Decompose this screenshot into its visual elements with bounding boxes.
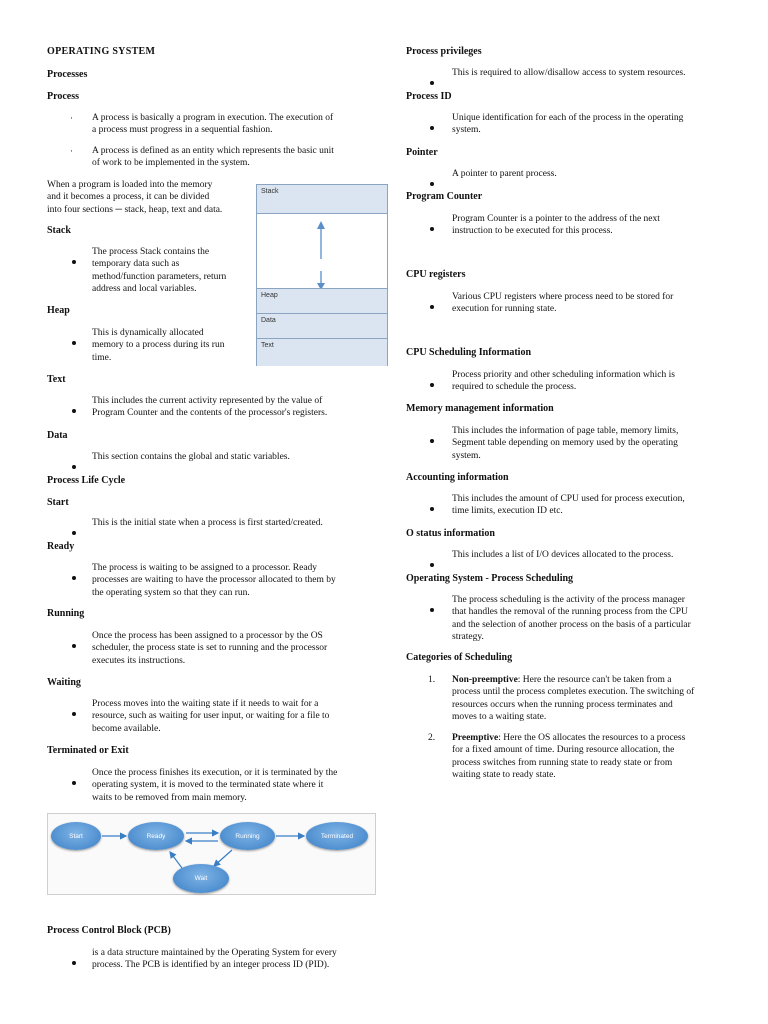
pcb-text (92, 947, 337, 972)
text-line: The process is waiting to be assigned to a processor. Ready (92, 563, 318, 573)
pointer-text: A pointer to parent process. (452, 169, 557, 179)
bullet-marker (72, 703, 76, 721)
text-line: waiting state to ready state. (452, 769, 556, 780)
list-number: 1. (428, 675, 436, 685)
bullet-marker (430, 554, 434, 572)
data-text: This section contains the global and static variables. (92, 452, 290, 462)
bullet-marker (430, 430, 434, 448)
bullet-marker: · (70, 146, 73, 156)
text-line: A process is defined as an entity which represents the basic unit (92, 146, 334, 156)
text-line: Once the process has been assigned to a processor by the OS (92, 631, 323, 641)
text-line: Once the process finishes its execution, or it is terminated by the (92, 768, 338, 778)
text-line: resource, such as waiting for user input, or waiting for a file to (92, 711, 330, 722)
pcb-heading: Process Control Block (PCB) (47, 925, 171, 936)
bullet-marker (72, 635, 76, 653)
text-line: into four sections ─ stack, heap, text and data. (47, 204, 223, 215)
non-preemptive-term: Non-preemptive (452, 675, 518, 685)
program-counter-text (452, 213, 660, 238)
io-status-heading: O status information (406, 528, 495, 539)
text-line (452, 732, 752, 744)
document-title: OPERATING SYSTEM (47, 46, 156, 57)
text-heading: Text (47, 374, 66, 385)
process-bullet-1 (92, 112, 333, 137)
text-line: operating system, it is moved to the terminated state where it (92, 780, 324, 791)
process-bullet-2 (92, 145, 334, 170)
text-line: that handles the removal of the running process from the CPU (452, 607, 688, 618)
bullet-marker (72, 952, 76, 970)
text-line: Process priority and other scheduling information which is (452, 370, 675, 380)
text-line: process switches from running state to ready state or from (452, 757, 673, 768)
running-text (92, 630, 327, 667)
text-line: temporary data such as (92, 259, 180, 270)
processes-heading: Processes (47, 69, 88, 80)
terminated-text (92, 767, 337, 804)
running-state-node: Running (220, 822, 275, 850)
text-line: executes its instructions. (92, 655, 186, 666)
text-segment: Text (257, 338, 387, 366)
intro-paragraph (47, 179, 222, 216)
text-line: scheduler, the process state is set to running and the processor (92, 643, 328, 654)
data-heading: Data (47, 430, 68, 441)
text-line: Segment table depending on memory used by the operating (452, 438, 678, 449)
stack-text (92, 246, 226, 295)
process-scheduling-heading: Operating System - Process Scheduling (406, 573, 574, 584)
arrows (257, 214, 387, 289)
text-line: become available. (92, 723, 161, 734)
cpu-registers-text (452, 291, 673, 316)
cpu-scheduling-heading: CPU Scheduling Information (406, 347, 532, 358)
text-line: time. (92, 352, 112, 363)
accounting-text (452, 493, 685, 518)
text-line: The process scheduling is the activity of the process manager (452, 595, 685, 605)
data-segment: Data (257, 313, 387, 339)
text-section-text (92, 395, 327, 420)
text-line: a process must progress in a sequential fashion. (92, 125, 273, 136)
text-line: When a program is loaded into the memory (47, 180, 213, 190)
text-line: This includes the current activity represented by the value of (92, 396, 323, 406)
text-line: This is dynamically allocated (92, 328, 204, 338)
running-heading: Running (47, 608, 85, 619)
text-line: Process moves into the waiting state if it needs to wait for a (92, 699, 319, 709)
text-line: process until the process completes execution. The switching of (452, 687, 695, 698)
text-line: and the selection of another process on the basis of a particular (452, 619, 691, 630)
bullet-marker (72, 251, 76, 269)
text-line: process. The PCB is identified by an integer process ID (PID). (92, 960, 330, 971)
bullet-marker (72, 456, 76, 474)
bullet-marker (72, 400, 76, 418)
text-line: A process is basically a program in execution. The execution of (92, 113, 334, 123)
categories-heading: Categories of Scheduling (406, 652, 513, 663)
text-line: instruction to be executed for this process. (452, 226, 613, 237)
io-status-text: This includes a list of I/O devices allocated to the process. (452, 550, 674, 560)
text-line: Unique identification for each of the process in the operating (452, 113, 684, 123)
text-line: address and local variables. (92, 283, 197, 294)
bullet-marker (430, 374, 434, 392)
process-heading: Process (47, 91, 80, 102)
heap-segment: Heap (257, 288, 387, 314)
stack-segment: Stack (257, 185, 387, 214)
memory-management-heading: Memory management information (406, 403, 554, 414)
bullet-marker (430, 173, 434, 191)
process-state-diagram (47, 813, 376, 895)
text-span: : Here the resource can't be taken from a (517, 675, 672, 685)
heap-text (92, 327, 224, 364)
text-line: The process Stack contains the (92, 247, 210, 257)
text-line: required to schedule the process. (452, 382, 577, 393)
bullet-marker (430, 599, 434, 617)
start-state-node: Start (51, 822, 101, 850)
text-line: execution for running state. (452, 304, 557, 315)
waiting-text (92, 698, 329, 735)
preemptive-item (452, 732, 752, 781)
text-line: system. (452, 450, 481, 461)
text-line: of work to be implemented in the system. (92, 158, 250, 169)
bullet-marker: · (70, 113, 73, 123)
text-line: memory to a process during its run (92, 340, 225, 351)
up-arrowhead (317, 221, 325, 229)
privileges-heading: Process privileges (406, 46, 482, 57)
text-line: moves to a waiting state. (452, 711, 547, 722)
bullet-marker (72, 567, 76, 585)
bullet-marker (72, 522, 76, 540)
text-line: Program Counter is a pointer to the address of the next (452, 214, 660, 224)
text-line: Program Counter and the contents of the processor's registers. (92, 408, 328, 419)
process-life-cycle-heading: Process Life Cycle (47, 475, 126, 486)
ready-text (92, 562, 336, 599)
text-line (452, 674, 752, 686)
text-line: method/function parameters, return (92, 271, 227, 282)
text-span: : Here the OS allocates the resources to a process (498, 733, 686, 743)
waiting-heading: Waiting (47, 677, 81, 688)
start-text: This is the initial state when a process is first started/created. (92, 518, 323, 528)
memory-layout-diagram (256, 184, 388, 366)
terminated-heading: Terminated or Exit (47, 745, 129, 756)
pointer-heading: Pointer (406, 147, 438, 158)
bullet-marker (72, 332, 76, 350)
process-id-text (452, 112, 683, 137)
wait-state-node: Wait (173, 864, 229, 893)
cpu-registers-heading: CPU registers (406, 269, 466, 280)
program-counter-heading: Program Counter (406, 191, 483, 202)
text-line: the operating system so that they can run. (92, 587, 250, 598)
stack-heading: Stack (47, 225, 71, 236)
arrow-wait-ready (170, 852, 182, 868)
bullet-marker (430, 296, 434, 314)
text-line: system. (452, 125, 481, 136)
arrow-running-wait (214, 850, 232, 866)
start-heading: Start (47, 497, 69, 508)
privileges-text: This is required to allow/disallow access to system resources. (452, 68, 686, 78)
text-line: Various CPU registers where process need to be stored for (452, 292, 674, 302)
bullet-marker (430, 117, 434, 135)
text-line: resources occurs when the running process terminates and (452, 699, 673, 710)
text-line: for a fixed amount of time. During resource allocation, the (452, 745, 675, 756)
preemptive-term: Preemptive (452, 733, 499, 743)
ready-heading: Ready (47, 541, 75, 552)
text-line: strategy. (452, 631, 484, 642)
process-scheduling-text (452, 594, 691, 643)
heap-heading: Heap (47, 305, 70, 316)
cpu-scheduling-text (452, 369, 675, 394)
text-line: is a data structure maintained by the Operating System for every (92, 948, 337, 958)
text-line: This includes the information of page table, memory limits, (452, 426, 679, 436)
list-number: 2. (428, 733, 436, 743)
bullet-marker (72, 772, 76, 790)
text-line: waits to be removed from main memory. (92, 792, 247, 803)
process-id-heading: Process ID (406, 91, 452, 102)
memory-management-text (452, 425, 678, 462)
text-line: This includes the amount of CPU used for process execution, (452, 494, 685, 504)
ready-state-node: Ready (128, 822, 184, 850)
bullet-marker (430, 72, 434, 90)
accounting-heading: Accounting information (406, 472, 509, 483)
text-line: processes are waiting to have the processor allocated to them by (92, 575, 336, 586)
bullet-marker (430, 218, 434, 236)
bullet-marker (430, 498, 434, 516)
non-preemptive-item (452, 674, 752, 723)
text-line: and it becomes a process, it can be divided (47, 192, 210, 203)
terminated-state-node: Terminated (306, 822, 368, 850)
text-line: time limits, execution ID etc. (452, 506, 563, 517)
